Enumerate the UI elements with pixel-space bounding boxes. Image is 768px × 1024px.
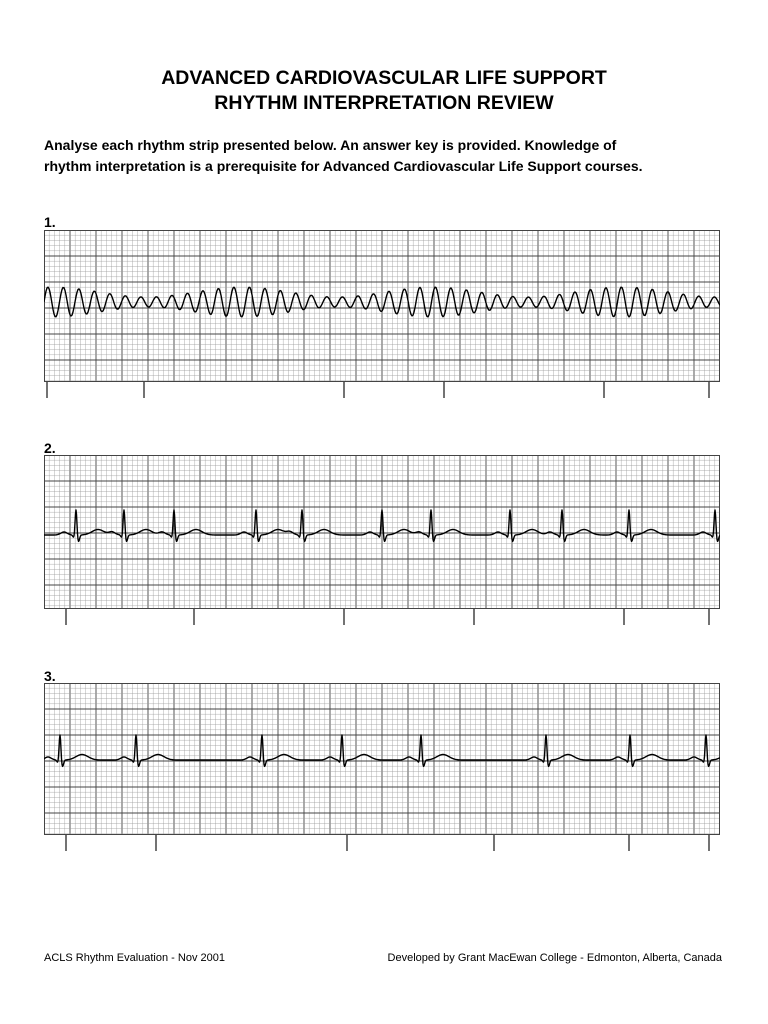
rhythm-strip-3 (44, 683, 720, 855)
strip-2-number: 2. (44, 440, 56, 456)
rhythm-strip-2 (44, 455, 720, 627)
ecg-grid (44, 230, 720, 382)
strip-1-number: 1. (44, 214, 56, 230)
title-line-1: ADVANCED CARDIOVASCULAR LIFE SUPPORT (161, 67, 607, 89)
rhythm-strip-1 (44, 230, 720, 400)
footer-right: Developed by Grant MacEwan College - Edmonton, Alberta, Canada (387, 952, 722, 964)
page-title (0, 66, 768, 116)
ecg-strip-3 (44, 683, 720, 855)
intro-line-1: Analyse each rhythm strip presented below. An answer key is provided. Knowledge of (44, 137, 617, 153)
strip-3-number: 3. (44, 668, 56, 684)
intro-line-2: rhythm interpretation is a prerequisite for Advanced Cardiovascular Life Support courses. (44, 158, 643, 174)
intro-text (44, 135, 744, 177)
ecg-strip-2 (44, 455, 720, 627)
ecg-strip-1 (44, 230, 720, 400)
footer-left: ACLS Rhythm Evaluation - Nov 2001 (44, 952, 225, 964)
title-line-2: RHYTHM INTERPRETATION REVIEW (214, 92, 554, 114)
